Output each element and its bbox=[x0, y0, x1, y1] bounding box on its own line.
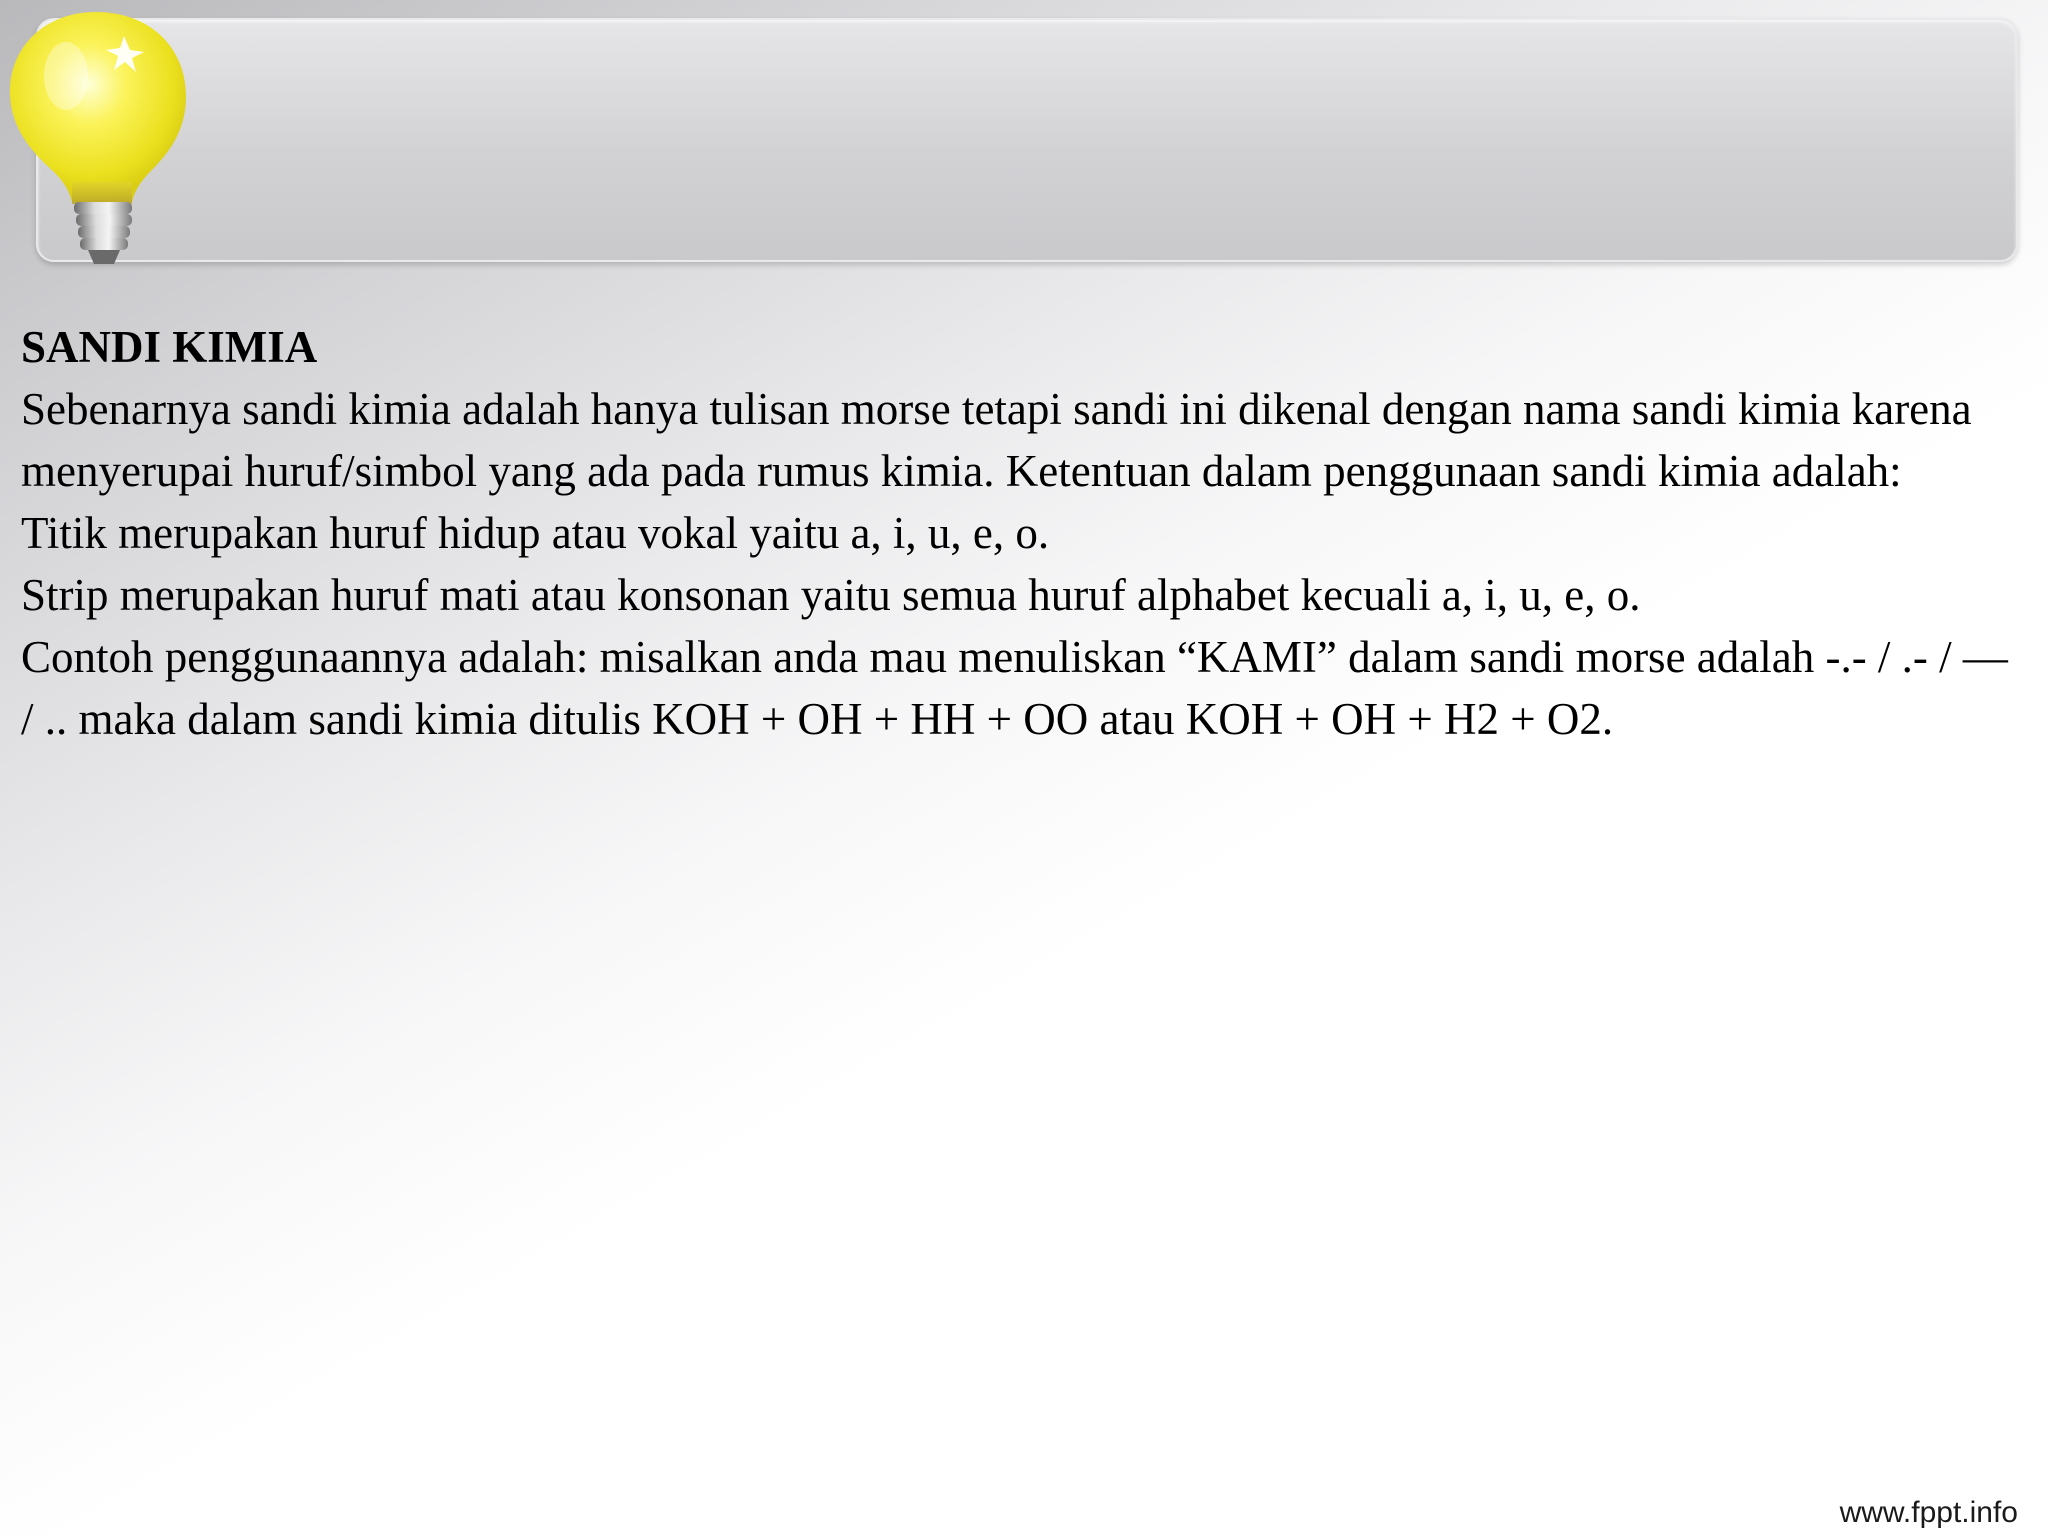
paragraph-strip: Strip merupakan huruf mati atau konsonan yaitu semua huruf alphabet kecuali a, i, u, e, o. bbox=[21, 570, 1641, 620]
lightbulb-icon bbox=[4, 6, 194, 270]
slide-body bbox=[21, 316, 2011, 750]
header-banner bbox=[36, 18, 2018, 262]
paragraph-contoh: Contoh penggunaannya adalah: misalkan anda mau menuliskan “KAMI” dalam sandi morse adalah -.- / .- / — / .. maka dalam sandi kimia ditulis KOH + OH + HH + OO atau KOH + OH + H2 + O2. bbox=[21, 632, 2008, 744]
slide-title: SANDI KIMIA bbox=[21, 322, 318, 372]
paragraph-intro: Sebenarnya sandi kimia adalah hanya tulisan morse tetapi sandi ini dikenal dengan nama sandi kimia karena menyerupai huruf/simbol yang ada pada rumus kimia. Ketentuan dalam penggunaan sandi kimia adalah: bbox=[21, 384, 1972, 496]
paragraph-titik: Titik merupakan huruf hidup atau vokal yaitu a, i, u, e, o. bbox=[21, 508, 1050, 558]
footer-website: www.fppt.info bbox=[1839, 1496, 2018, 1529]
